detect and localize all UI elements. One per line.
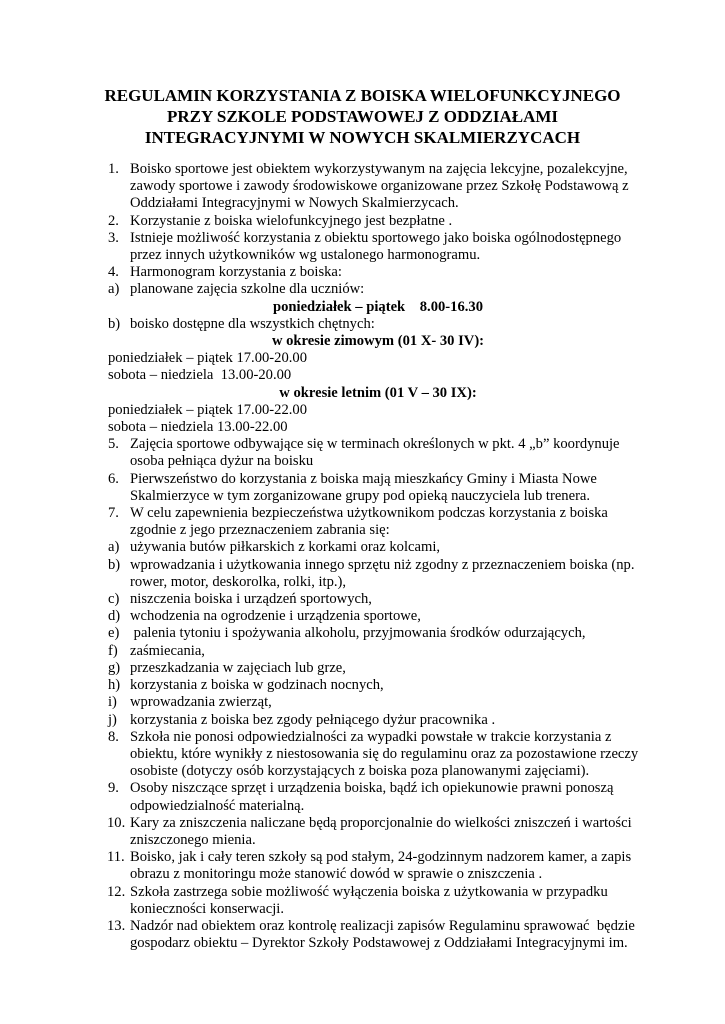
list-text: Nadzór nad obiektem oraz kontrolę realizacji zapisów Regulaminu sprawować będzie gospodarz obiektu – Dyrektor Szkoły Podstawowej z Oddziałami Integracyjnymi im. [130,917,639,952]
list-text: używania butów piłkarskich z korkami oraz kolcami, [130,539,441,556]
list-number: 5. [108,436,119,453]
list-item-11 [108,849,648,883]
summer-weekend: sobota – niedziela 13.00-22.00 [108,419,288,436]
list-number: 4. [108,264,119,281]
list-number: 9. [108,780,119,797]
list-text: Boisko sportowe jest obiektem wykorzystywanym na zajęcia lekcyjne, pozalekcyjne, zawody sportowe i zawody środowiskowe organizowane przez Szkołę Podstawową z Oddziałami Integracyjnymi w Nowych Skalmierzycach. [130,161,629,212]
list-letter: g) [108,659,121,676]
document-title [100,85,625,148]
list-letter: i) [108,694,117,711]
list-item-6 [108,471,648,505]
winter-weekdays: poniedziałek – piątek 17.00-20.00 [108,350,307,367]
list-text: Kary za zniszczenia naliczane będą proporcjonalnie do wielkości zniszczeń i wartości zniszczonego mienia. [130,814,632,848]
list-text: zaśmiecania, [130,642,205,659]
list-item-7 [108,505,648,539]
list-item-5 [108,436,648,470]
list-text: planowane zajęcia szkolne dla uczniów: [130,281,365,298]
sub-item-7a [108,539,648,556]
list-letter: f) [108,642,118,659]
summer-weekdays: poniedziałek – piątek 17.00-22.00 [108,401,307,418]
list-number: 10. [107,814,126,831]
list-letter: e) [108,625,120,642]
list-text: Istnieje możliwość korzystania z obiektu sportowego jako boiska ogólnodostępnego przez innych użytkowników wg ustalonego harmonogramu. [130,229,622,264]
list-text: Szkoła zastrzega sobie możliwość wyłączenia boiska z użytkowania w przypadku konieczności konserwacji. [130,883,608,917]
list-number: 13. [107,917,126,934]
list-text: Harmonogram korzystania z boiska: [130,264,342,281]
list-letter: h) [108,677,121,694]
sub-item-7b [108,557,648,591]
list-text: korzystania z boiska bez zgody pełniącego dyżur pracownika . [130,711,496,728]
list-text: przeszkadzania w zajęciach lub grze, [130,659,346,676]
winter-weekend: sobota – niedziela 13.00-20.00 [108,367,292,384]
regulations-list [108,161,648,952]
list-text: korzystania z boiska w godzinach nocnych, [130,677,384,694]
list-letter: j) [108,711,117,728]
summer-heading: w okresie letnim (01 V – 30 IX): [279,384,477,401]
list-item-1 [108,161,648,213]
list-number: 2. [108,212,119,229]
title-line-2: PRZY SZKOLE PODSTAWOWEJ Z ODDZIAŁAMI [166,107,559,126]
list-text: Pierwszeństwo do korzystania z boiska mają mieszkańcy Gminy i Miasta Nowe Skalmierzyce w tym zorganizowane grupy pod opieką nauczyciela lub trenera. [130,470,597,504]
title-line-3: INTEGRACYJNYMI W NOWYCH SKALMIERZYCACH [144,128,581,147]
list-letter: a) [108,281,120,298]
list-text: niszczenia boiska i urządzeń sportowych, [130,591,372,608]
list-number: 3. [108,229,119,246]
sub-item-7c [108,591,648,608]
title-line-1: REGULAMIN KORZYSTANIA Z BOISKA WIELOFUNKCYJNEGO [104,86,621,105]
list-letter: b) [108,315,121,332]
list-number: 12. [107,883,126,900]
list-item-12 [108,884,648,918]
winter-heading: w okresie zimowym (01 X- 30 IV): [271,333,485,350]
school-hours: poniedziałek – piątek 8.00-16.30 [273,298,483,315]
list-letter: d) [108,608,121,625]
list-text: boisko dostępne dla wszystkich chętnych: [130,315,375,332]
list-item-13 [108,918,648,952]
list-item-4 [108,264,648,281]
list-item-10 [108,815,648,849]
list-number: 6. [108,470,119,487]
list-text: Osoby niszczące sprzęt i urządzenia boiska, bądź ich opiekunowie prawni ponoszą odpowiedzialność materialną. [130,780,614,814]
sub-item-7j [108,712,648,729]
list-item-8 [108,729,648,781]
list-text: W celu zapewnienia bezpieczeństwa użytkownikom podczas korzystania z boiska zgodnie z jego przeznaczeniem zabrania się: [130,505,608,539]
sub-item-7f [108,643,648,660]
sub-item-7g [108,660,648,677]
list-text: palenia tytoniu i spożywania alkoholu, przyjmowania środków odurzających, [130,625,586,642]
list-number: 7. [108,505,119,522]
list-text: Szkoła nie ponosi odpowiedzialności za wypadki powstałe w trakcie korzystania z obiektu, które wynikły z niestosowania się do regulaminu oraz za pozostawione rzeczy osobiste (dotyczy osób korzystających z boiska poza planowanymi zajęciami). [130,728,639,780]
list-text: Korzystanie z boiska wielofunkcyjnego jest bezpłatne . [130,212,453,229]
sub-item-7i [108,694,648,711]
list-text: wchodzenia na ogrodzenie i urządzenia sportowe, [130,608,421,625]
list-text: Zajęcia sportowe odbywające się w terminach określonych w pkt. 4 „b” koordynuje osoba pełniąca dyżur na boisku [130,436,620,470]
sub-item-7e [108,625,648,642]
list-text: wprowadzania zwierząt, [130,694,272,711]
sub-item-4b [108,316,648,333]
sub-item-7h [108,677,648,694]
list-item-3 [108,230,648,264]
list-letter: c) [108,591,120,608]
list-number: 11. [107,849,125,866]
list-item-2 [108,213,648,230]
list-text: Boisko, jak i cały teren szkoły są pod stałym, 24-godzinnym nadzorem kamer, a zapis obrazu z monitoringu może stanowić dowód w sprawie o zniszczenia . [130,849,632,883]
sub-item-7d [108,608,648,625]
list-letter: b) [108,556,121,573]
list-number: 1. [108,161,119,177]
list-letter: a) [108,539,120,556]
list-number: 8. [108,728,119,745]
sub-item-4a [108,281,648,298]
list-item-9 [108,780,648,814]
list-text: wprowadzania i użytkowania innego sprzętu niż zgodny z przeznaczeniem boiska (np. rower, motor, deskorolka, rolki, itp.), [130,556,635,590]
